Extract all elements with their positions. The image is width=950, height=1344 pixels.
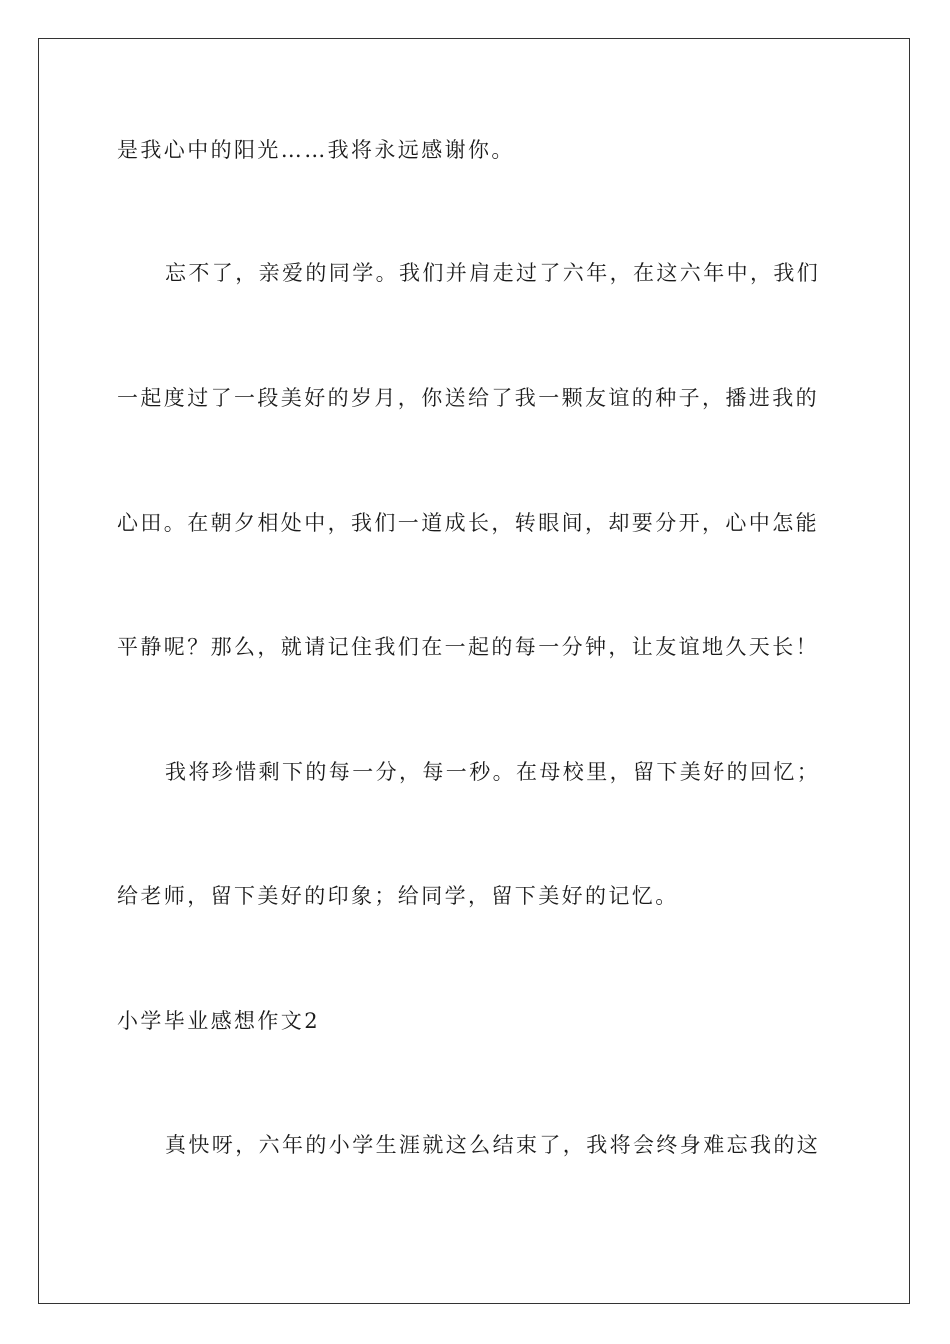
text-line: 一起度过了一段美好的岁月，你送给了我一颗友谊的种子，播进我的 bbox=[117, 386, 819, 410]
paragraph-start-line: 忘不了，亲爱的同学。我们并肩走过了六年，在这六年中，我们 bbox=[165, 261, 821, 285]
paragraph-start-line: 真快呀，六年的小学生涯就这么结束了，我将会终身难忘我的这 bbox=[165, 1133, 821, 1157]
text-line: 是我心中的阳光……我将永远感谢你。 bbox=[117, 138, 515, 162]
text-line: 心田。在朝夕相处中，我们一道成长，转眼间，却要分开，心中怎能 bbox=[117, 511, 819, 535]
text-line: 给老师，留下美好的印象；给同学，留下美好的记忆。 bbox=[117, 884, 679, 908]
page-border bbox=[38, 38, 910, 1304]
section-heading: 小学毕业感想作文2 bbox=[117, 1009, 320, 1033]
text-line: 平静呢？那么，就请记住我们在一起的每一分钟，让友谊地久天长！ bbox=[117, 635, 819, 659]
paragraph-start-line: 我将珍惜剩下的每一分，每一秒。在母校里，留下美好的回忆； bbox=[165, 760, 821, 784]
